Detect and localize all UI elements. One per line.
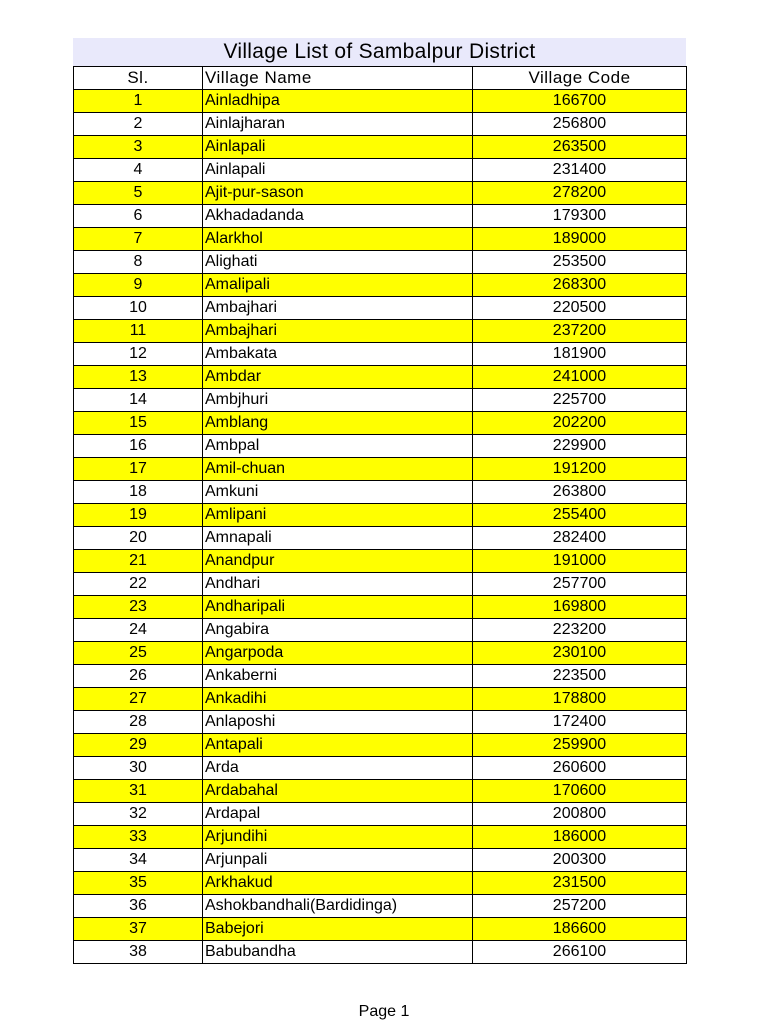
cell-village-name: Ainlapali	[203, 136, 473, 159]
cell-sl: 28	[74, 711, 203, 734]
table-row	[74, 872, 687, 895]
table-row	[74, 573, 687, 596]
cell-village-name: Amalipali	[203, 274, 473, 297]
header-sl: Sl.	[74, 67, 203, 90]
cell-sl: 2	[74, 113, 203, 136]
cell-sl: 24	[74, 619, 203, 642]
table-row	[74, 619, 687, 642]
cell-village-name: Angarpoda	[203, 642, 473, 665]
table-row	[74, 849, 687, 872]
table-row	[74, 274, 687, 297]
cell-village-name: Arkhakud	[203, 872, 473, 895]
cell-village-name: Ambakata	[203, 343, 473, 366]
cell-village-code: 191200	[473, 458, 687, 481]
cell-sl: 32	[74, 803, 203, 826]
cell-village-code: 259900	[473, 734, 687, 757]
cell-village-code: 223500	[473, 665, 687, 688]
cell-sl: 23	[74, 596, 203, 619]
cell-village-name: Amkuni	[203, 481, 473, 504]
cell-village-code: 200300	[473, 849, 687, 872]
table-row	[74, 113, 687, 136]
cell-sl: 30	[74, 757, 203, 780]
cell-village-name: Akhadadanda	[203, 205, 473, 228]
table-row	[74, 941, 687, 964]
header-village-code: Village Code	[473, 67, 687, 90]
village-table-body	[74, 90, 687, 964]
table-row	[74, 136, 687, 159]
cell-sl: 27	[74, 688, 203, 711]
cell-village-code: 268300	[473, 274, 687, 297]
cell-sl: 5	[74, 182, 203, 205]
table-row	[74, 297, 687, 320]
cell-sl: 38	[74, 941, 203, 964]
cell-village-name: Ankadihi	[203, 688, 473, 711]
cell-village-name: Arda	[203, 757, 473, 780]
table-row	[74, 228, 687, 251]
cell-village-name: Andharipali	[203, 596, 473, 619]
table-row	[74, 596, 687, 619]
table-row	[74, 159, 687, 182]
cell-village-name: Alarkhol	[203, 228, 473, 251]
cell-sl: 6	[74, 205, 203, 228]
table-row	[74, 665, 687, 688]
cell-sl: 12	[74, 343, 203, 366]
table-row	[74, 550, 687, 573]
table-row	[74, 918, 687, 941]
cell-village-code: 237200	[473, 320, 687, 343]
cell-village-code: 223200	[473, 619, 687, 642]
cell-village-name: Ardapal	[203, 803, 473, 826]
cell-sl: 34	[74, 849, 203, 872]
cell-sl: 19	[74, 504, 203, 527]
table-header-row	[74, 67, 687, 90]
table-row	[74, 688, 687, 711]
cell-village-name: Babejori	[203, 918, 473, 941]
cell-village-name: Ambjhuri	[203, 389, 473, 412]
cell-village-code: 266100	[473, 941, 687, 964]
cell-village-name: Ambdar	[203, 366, 473, 389]
cell-village-code: 257200	[473, 895, 687, 918]
cell-village-code: 189000	[473, 228, 687, 251]
cell-village-code: 225700	[473, 389, 687, 412]
cell-village-name: Andhari	[203, 573, 473, 596]
table-row	[74, 527, 687, 550]
cell-sl: 16	[74, 435, 203, 458]
cell-village-name: Amil-chuan	[203, 458, 473, 481]
table-row	[74, 642, 687, 665]
cell-village-code: 278200	[473, 182, 687, 205]
cell-village-name: Ainlapali	[203, 159, 473, 182]
cell-village-code: 229900	[473, 435, 687, 458]
cell-village-name: Ainlajharan	[203, 113, 473, 136]
table-row	[74, 182, 687, 205]
cell-village-name: Anlaposhi	[203, 711, 473, 734]
table-row	[74, 481, 687, 504]
cell-village-code: 231500	[473, 872, 687, 895]
cell-sl: 37	[74, 918, 203, 941]
cell-sl: 35	[74, 872, 203, 895]
cell-sl: 13	[74, 366, 203, 389]
cell-sl: 33	[74, 826, 203, 849]
cell-sl: 22	[74, 573, 203, 596]
cell-sl: 4	[74, 159, 203, 182]
table-row	[74, 205, 687, 228]
cell-sl: 18	[74, 481, 203, 504]
cell-sl: 31	[74, 780, 203, 803]
table-row	[74, 90, 687, 113]
cell-village-name: Ajit-pur-sason	[203, 182, 473, 205]
cell-village-name: Anandpur	[203, 550, 473, 573]
cell-village-name: Arjundihi	[203, 826, 473, 849]
cell-village-code: 172400	[473, 711, 687, 734]
table-row	[74, 504, 687, 527]
cell-village-name: Ashokbandhali(Bardidinga)	[203, 895, 473, 918]
table-row	[74, 366, 687, 389]
cell-village-code: 200800	[473, 803, 687, 826]
cell-village-code: 169800	[473, 596, 687, 619]
cell-village-code: 202200	[473, 412, 687, 435]
table-row	[74, 734, 687, 757]
cell-village-code: 256800	[473, 113, 687, 136]
table-row	[74, 320, 687, 343]
cell-village-name: Alighati	[203, 251, 473, 274]
cell-village-code: 255400	[473, 504, 687, 527]
table-row	[74, 389, 687, 412]
cell-sl: 25	[74, 642, 203, 665]
cell-village-name: Ambpal	[203, 435, 473, 458]
cell-village-code: 241000	[473, 366, 687, 389]
table-row	[74, 251, 687, 274]
cell-village-name: Amlipani	[203, 504, 473, 527]
cell-sl: 1	[74, 90, 203, 113]
cell-village-name: Ambajhari	[203, 297, 473, 320]
cell-village-code: 170600	[473, 780, 687, 803]
cell-sl: 3	[74, 136, 203, 159]
cell-sl: 7	[74, 228, 203, 251]
cell-sl: 17	[74, 458, 203, 481]
table-row	[74, 711, 687, 734]
cell-village-code: 220500	[473, 297, 687, 320]
cell-village-name: Amnapali	[203, 527, 473, 550]
cell-village-name: Antapali	[203, 734, 473, 757]
cell-sl: 20	[74, 527, 203, 550]
cell-sl: 11	[74, 320, 203, 343]
village-table	[73, 66, 687, 964]
table-row	[74, 343, 687, 366]
village-list-sheet	[73, 38, 686, 964]
cell-village-code: 186000	[473, 826, 687, 849]
page-title: Village List of Sambalpur District	[73, 38, 686, 66]
cell-village-code: 191000	[473, 550, 687, 573]
cell-village-code: 257700	[473, 573, 687, 596]
cell-village-code: 181900	[473, 343, 687, 366]
table-row	[74, 458, 687, 481]
cell-sl: 36	[74, 895, 203, 918]
cell-village-name: Ambajhari	[203, 320, 473, 343]
cell-village-code: 230100	[473, 642, 687, 665]
cell-village-code: 231400	[473, 159, 687, 182]
cell-village-code: 186600	[473, 918, 687, 941]
table-row	[74, 803, 687, 826]
cell-village-code: 179300	[473, 205, 687, 228]
table-row	[74, 412, 687, 435]
cell-village-code: 263500	[473, 136, 687, 159]
cell-village-name: Ankaberni	[203, 665, 473, 688]
page-number: Page 1	[358, 1003, 410, 1020]
cell-village-code: 263800	[473, 481, 687, 504]
cell-village-name: Amblang	[203, 412, 473, 435]
cell-sl: 9	[74, 274, 203, 297]
table-row	[74, 895, 687, 918]
table-row	[74, 780, 687, 803]
cell-village-name: Arjunpali	[203, 849, 473, 872]
cell-sl: 15	[74, 412, 203, 435]
cell-village-name: Angabira	[203, 619, 473, 642]
cell-sl: 8	[74, 251, 203, 274]
cell-sl: 21	[74, 550, 203, 573]
cell-village-name: Ardabahal	[203, 780, 473, 803]
table-row	[74, 757, 687, 780]
cell-village-code: 253500	[473, 251, 687, 274]
cell-sl: 29	[74, 734, 203, 757]
cell-sl: 26	[74, 665, 203, 688]
cell-village-code: 282400	[473, 527, 687, 550]
cell-sl: 10	[74, 297, 203, 320]
cell-village-code: 178800	[473, 688, 687, 711]
cell-village-name: Babubandha	[203, 941, 473, 964]
table-row	[74, 435, 687, 458]
cell-village-code: 166700	[473, 90, 687, 113]
header-village-name: Village Name	[203, 67, 473, 90]
cell-village-name: Ainladhipa	[203, 90, 473, 113]
cell-sl: 14	[74, 389, 203, 412]
cell-village-code: 260600	[473, 757, 687, 780]
table-row	[74, 826, 687, 849]
